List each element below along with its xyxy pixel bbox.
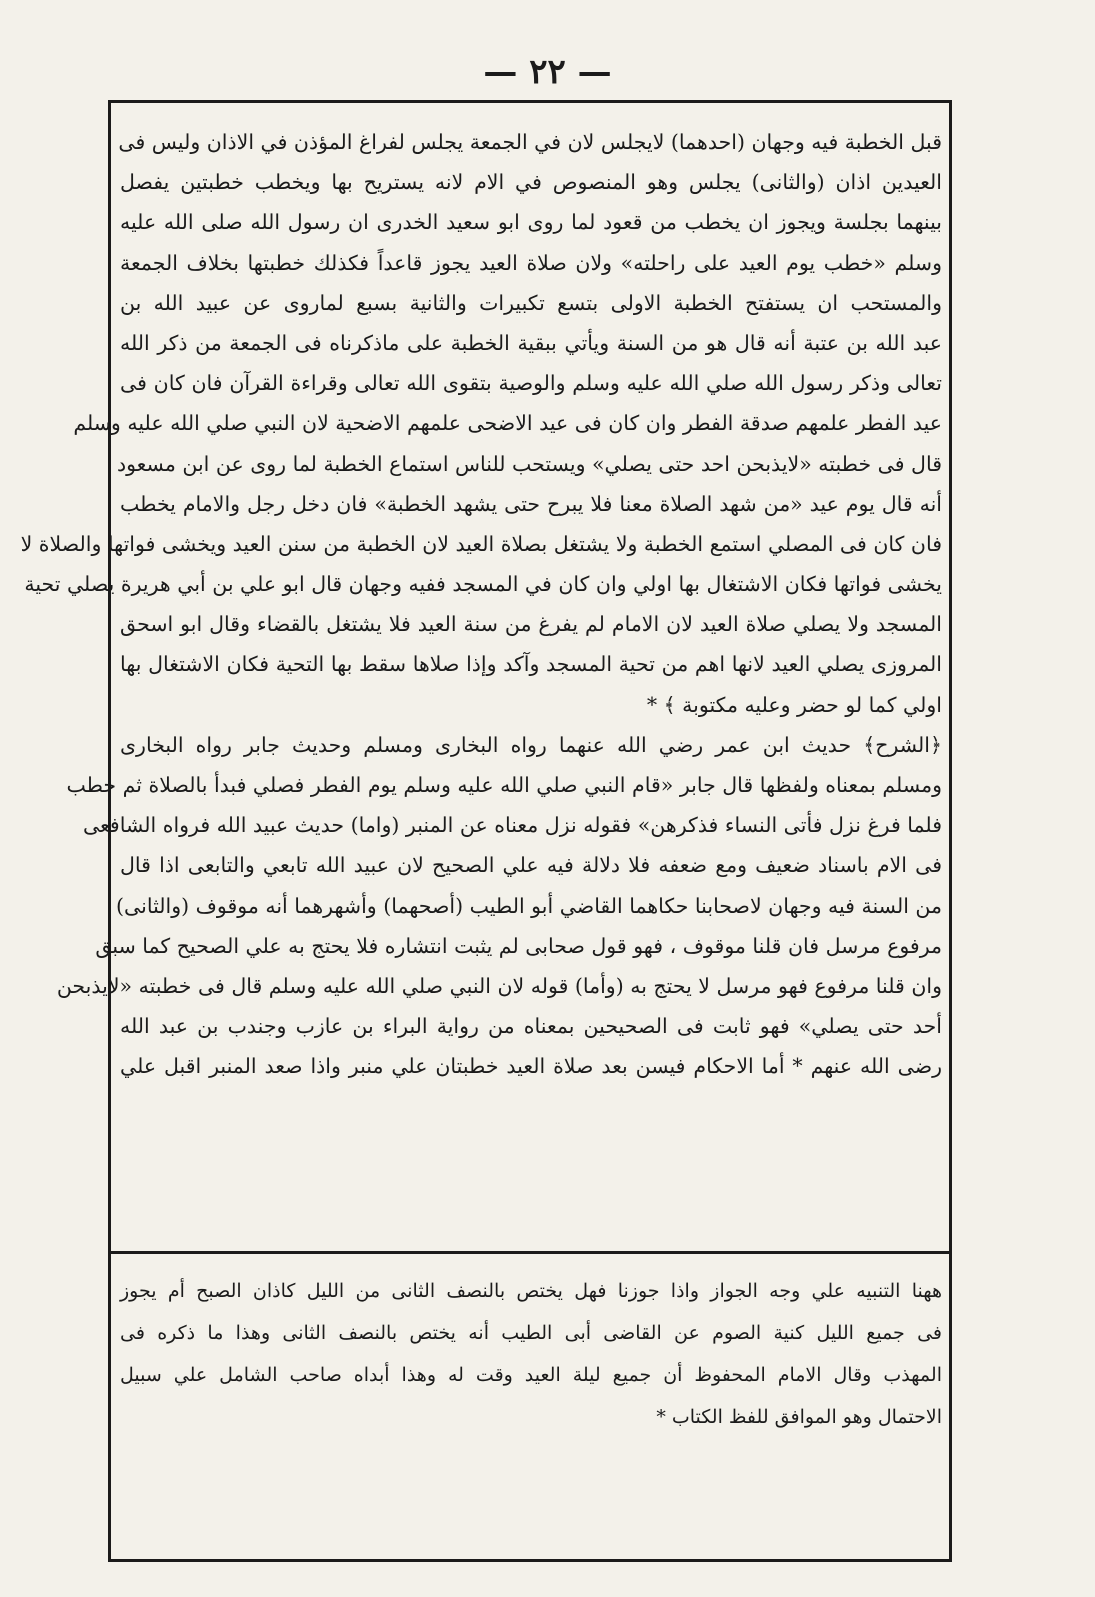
text-line: فان كان فى المصلي استمع الخطبة ولا يشتغل بصلاة العيد لان الخطبة من سنن العيد ويخشى فواتها والصلاة لا bbox=[20, 531, 942, 556]
text-line: العيدين اذان (والثانى) يجلس وهو المنصوص في الام لانه يستريح بها ويخطب خطبتين يفصل bbox=[120, 170, 942, 195]
footnote-line: الاحتمال وهو الموافق للفظ الكتاب * bbox=[656, 1406, 942, 1428]
text-line: فى الام باسناد ضعيف ومع ضعفه فلا دلالة فيه علي الصحيح لان عبيد الله تابعي والتابعى اذا قال bbox=[120, 853, 942, 878]
text-line: اولي كما لو حضر وعليه مكتوبة ﴾ * bbox=[646, 692, 942, 717]
text-line: أحد حتى يصلي» فهو ثابت فى الصحيحين بمعناه من رواية البراء بن عازب وجندب بن عبد الله bbox=[120, 1014, 942, 1039]
text-line: قبل الخطبة فيه وجهان (احدهما) لايجلس لان في الجمعة يجلس لفراغ المؤذن في الاذان وليس فى bbox=[118, 130, 942, 154]
text-line: أنه قال يوم عيد «من شهد الصلاة معنا فلا يبرح حتى يشهد الخطبة» فان دخل رجل والامام يخطب bbox=[120, 491, 942, 516]
text-line: مرفوع مرسل فان قلنا موقوف ، فهو قول صحابى لم يثبت انتشاره فلا يحتج به علي الصحيح كما سبق bbox=[95, 933, 942, 958]
text-line: رضى الله عنهم * أما الاحكام فيسن بعد صلاة العيد خطبتان علي منبر واذا صعد المنبر اقبل علي bbox=[120, 1054, 942, 1079]
footnote-line: فى جميع الليل كنية الصوم عن القاضى أبى الطيب أنه يختص بالنصف الثانى وهذا ما ذكره فى bbox=[120, 1322, 942, 1344]
text-line: والمستحب ان يستفتح الخطبة الاولى بتسع تكبيرات والثانية بسبع لماروى عن عبيد الله بن bbox=[120, 290, 942, 315]
text-line: من السنة فيه وجهان لاصحابنا حكاهما القاضي أبو الطيب (أصحهما) وأشهرهما أنه موقوف (والثانى) bbox=[116, 893, 942, 918]
text-line: فلما فرغ نزل فأتى النساء فذكرهن» فقوله نزل معناه عن المنبر (واما) حديث عبيد الله فرواه الشافعى bbox=[82, 813, 942, 838]
text-line: قال فى خطبته «لايذبحن احد حتى يصلي» ويستحب للناس استماع الخطبة لما روى عن ابن مسعود bbox=[116, 451, 942, 476]
text-line: تعالى وذكر رسول الله صلي الله عليه وسلم والوصية بتقوى الله تعالى وقراءة القرآن فان كان فى bbox=[120, 371, 942, 396]
text-line: وسلم «خطب يوم العيد على راحلته» ولان صلاة العيد يجوز قاعداً فكذلك خطبتها بخلاف الجمعة bbox=[120, 250, 942, 275]
footnote-line: المهذب وقال الامام المحفوظ أن جميع ليلة العيد وقت له وهذا أبداه صاحب الشامل علي سبيل bbox=[120, 1364, 942, 1386]
text-line: يخشى فواتها فكان الاشتغال بها اولي وان كان في المسجد ففيه وجهان قال ابو علي بن أبي هريرة يصلي تحية bbox=[24, 572, 942, 597]
main-text bbox=[20, 122, 943, 1242]
text-line: عبد الله بن عتبة أنه قال هو من السنة ويأتي ببقية الخطبة على ماذكرناه فى الجمعة من ذكر الله bbox=[120, 330, 942, 355]
text-line: عيد الفطر علمهم صدقة الفطر وان كان فى عيد الاضحى علمهم الاضحية لان النبي صلي الله عليه وسلم bbox=[73, 411, 942, 436]
text-line: ﴿الشرح﴾ حديث ابن عمر رضي الله عنهما رواه البخارى ومسلم وحديث جابر رواه البخارى bbox=[120, 732, 943, 757]
text-line: المسجد ولا يصلي صلاة العيد لان الامام لم يفرغ من سنة العيد فلا يشتغل بالقضاء وقال ابو اسحق bbox=[120, 612, 942, 637]
footnote-separator bbox=[108, 1251, 952, 1254]
text-line: المروزى يصلي العيد لانها اهم من تحية المسجد وآكد وإذا صلاها سقط بها التحية فكان الاشتغال بها bbox=[120, 652, 942, 677]
footnote-text bbox=[120, 1270, 942, 1540]
page-number: — ٢٢ — bbox=[483, 52, 612, 92]
text-line: ومسلم بمعناه ولفظها قال جابر «قام النبي صلي الله عليه وسلم يوم الفطر فصلي فبدأ بالصلاة ثم خطب bbox=[66, 773, 942, 797]
text-line: وان قلنا مرفوع فهو مرسل لا يحتج به (وأما) قوله لان النبي صلي الله عليه وسلم قال فى خطبته «لايذبحن bbox=[56, 973, 942, 998]
text-line: بينهما بجلسة ويجوز ان يخطب من قعود لما روى ابو سعيد الخدرى ان رسول الله صلى الله عليه bbox=[120, 210, 942, 235]
footnote-line: ههنا التنبيه علي وجه الجواز واذا جوزنا فهل يختص بالنصف الثانى من الليل كاذان الصبح أم يجوز bbox=[120, 1280, 942, 1302]
